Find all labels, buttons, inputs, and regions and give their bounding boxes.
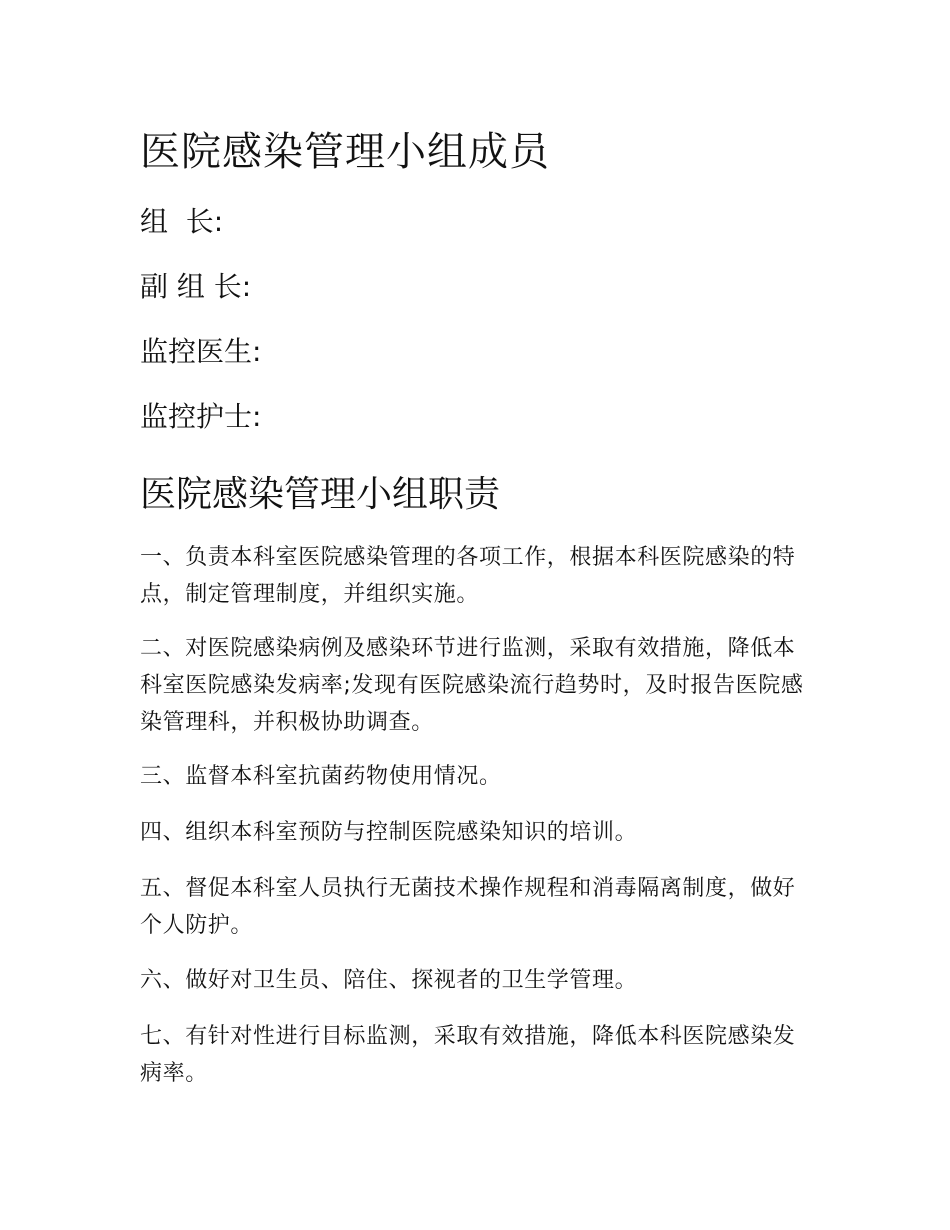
duty-item-2: 二、对医院感染病例及感染环节进行监测，采取有效措施，降低本科室医院感染发病率;发现有医院感染流行趋势时，及时报告医院感染管理科，并积极协助调查。 bbox=[140, 636, 804, 735]
duty-item-4: 四、组织本科室预防与控制医院感染知识的培训。 bbox=[140, 820, 638, 845]
duty-item-3: 三、监督本科室抗菌药物使用情况。 bbox=[140, 764, 502, 789]
member-row-leader: 组 长: bbox=[140, 205, 224, 238]
members-section-title: 医院感染管理小组成员 bbox=[140, 129, 550, 175]
duties-section-title: 医院感染管理小组职责 bbox=[140, 474, 501, 515]
duty-item-6: 六、做好对卫生员、陪住、探视者的卫生学管理。 bbox=[140, 968, 638, 993]
member-row-deputy-leader: 副 组 长: bbox=[140, 270, 252, 303]
member-row-monitoring-doctor: 监控医生: bbox=[140, 335, 262, 368]
member-row-monitoring-nurse: 监控护士: bbox=[140, 400, 262, 433]
duty-item-1: 一、负责本科室医院感染管理的各项工作，根据本科医院感染的特点，制定管理制度，并组织实施。 bbox=[140, 545, 796, 607]
duty-item-5: 五、督促本科室人员执行无菌技术操作规程和消毒隔离制度，做好个人防护。 bbox=[140, 876, 796, 938]
duty-item-7: 七、有针对性进行目标监测，采取有效措施，降低本科医院感染发病率。 bbox=[140, 1024, 796, 1086]
